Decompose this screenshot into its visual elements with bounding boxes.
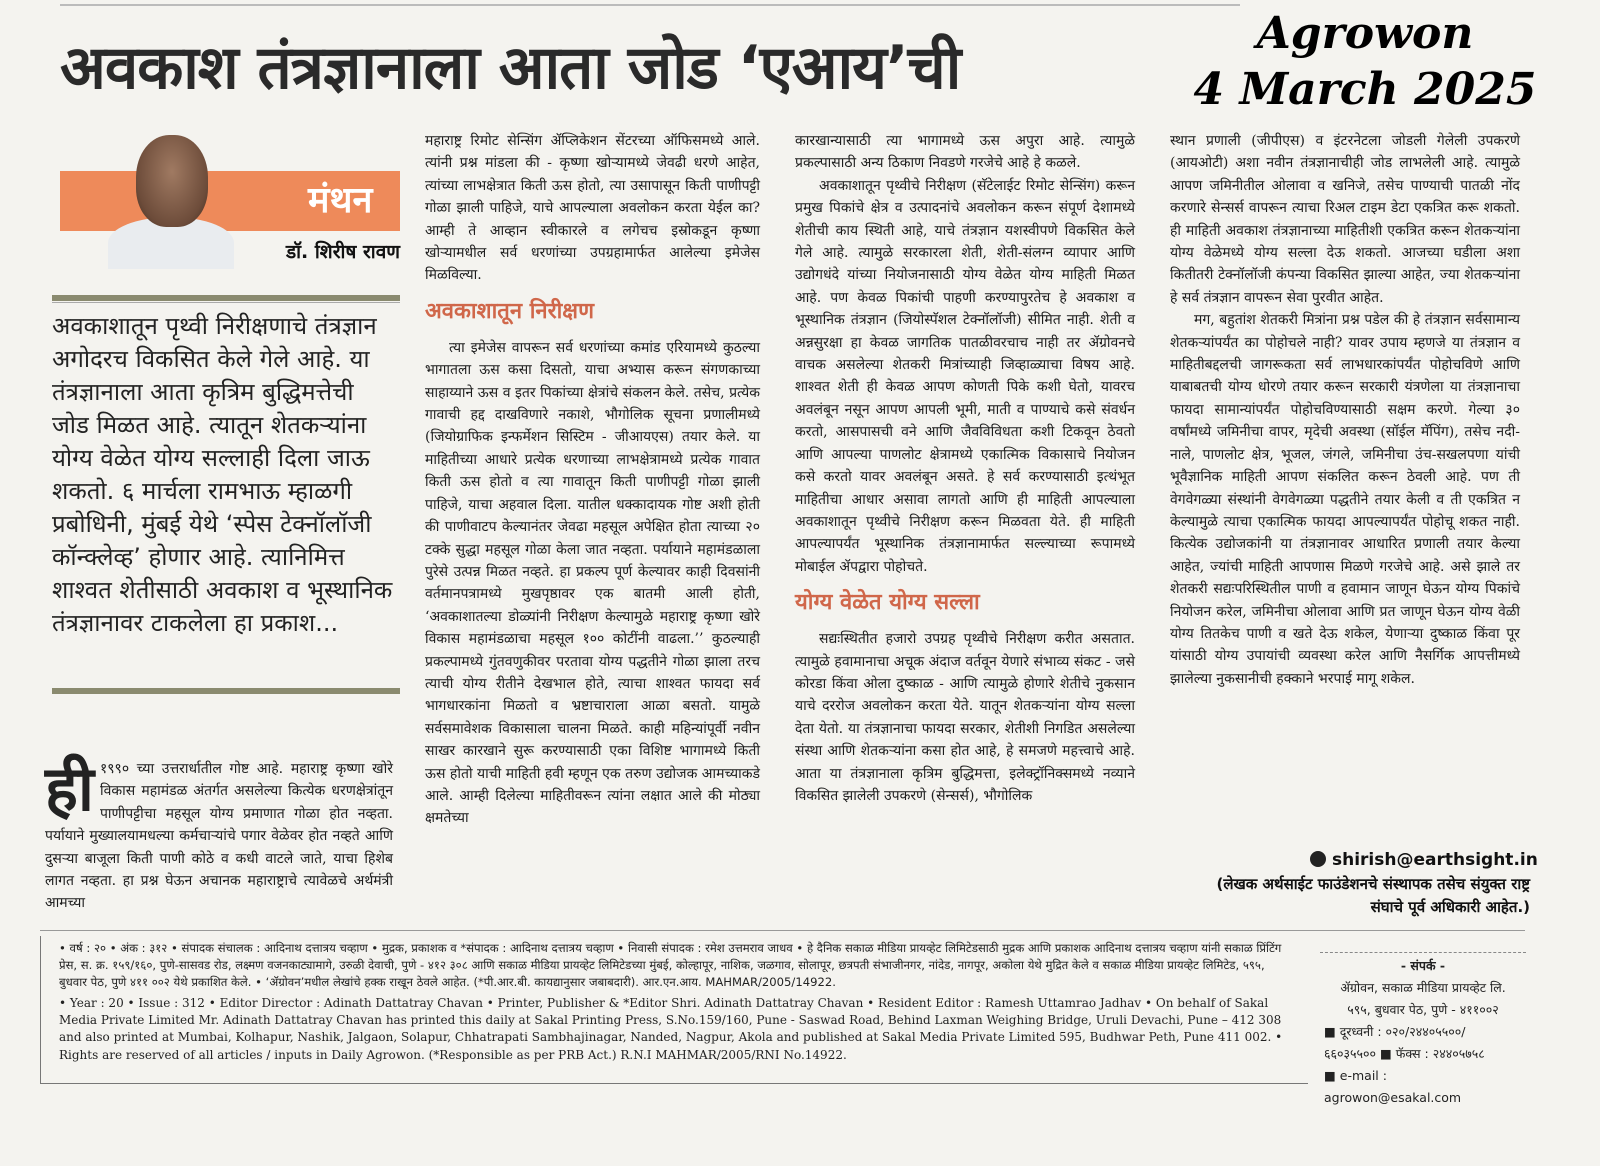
subheading-observation: अवकाशातून निरीक्षण (425, 298, 594, 324)
author-block (60, 125, 400, 270)
publication-stamp (1160, 6, 1570, 118)
publication-date: 4 March 2025 (1193, 64, 1537, 115)
article-paragraph: अवकाशातून पृथ्वीचे निरीक्षण (सॅटेलाईट रिमोट सेन्सिंग) करून प्रमुख पिकांचे क्षेत्र व उत्पादनांचे अवलोकन करून संपूर्ण देशामध्ये शेतीची काय स्थिती आहे, याचे तंत्रज्ञान यशस्वीपणे विकसित केले गेले आहे. त्यामुळे सरकारला शेती, शेती-संलग्न व्यापार आणि उद्योगधंदे यांच्या नियोजनासाठी योग्य वेळेत योग्य माहिती मिळत आहे. पण केवळ पिकांची पाहणी करण्यापुरतेच हे अवकाश व भूस्थानिक तंत्रज्ञान (जियोस्पॅशल टेक्नॉलॉजी) सीमित नाही. शेती व अन्नसुरक्षा हा केवळ जागतिक पातळीवरचाच नाही तर ॲग्रोवनचे वाचक असलेल्या शेतकरी मित्रांच्याही जिव्हाळ्याचा विषय आहे. शाश्वत शेती ही केवळ आपण कोणती पिके कशी घेतो, यावरच अवलंबून नसून आपण आपली भूमी, माती व पाण्याचे कसे संवर्धन करतो, आसपासची वने आणि जैवविविधता कशी टिकवून ठेवतो आणि आपल्या पाणलोट क्षेत्रामध्ये एकात्मिक विकासाचे नियोजन कसे करतो यावर अवलंबून असते. हे सर्व करण्यासाठी इत्थंभूत माहितीचा आधार असावा लागतो आणि ही माहिती आपल्याला अवकाशातून पृथ्वीचे निरीक्षण करून मिळवता येते. ही माहिती आपल्यापर्यंत भूस्थानिक तंत्रज्ञानामार्फत सल्ल्याच्या रूपामध्ये मोबाईल ॲपद्वारा पोहोचते. (795, 177, 1135, 575)
imprint-english: • Year : 20 • Issue : 312 • Editor Director : Adinath Dattatray Chavan • Printer, Publisher & *Editor Shri. Adinath Dattatray Chavan • Resident Editor : Ramesh Uttamrao Jadhav • On behalf of Sakal Media Private Limited Mr. Adinath Dattatray Chavan has printed this daily at Sakal Printing Press, S.No.159/160, Pune - Saswad Road, Behind Laxman Weighing Bridge, Uruli Devachi, Pune – 412 308 and also printed at Mumbai, Kolhapur, Nashik, Jalgaon, Solapur, Chhatrapati Sambhajinagar, Nanded, Nagpur, Akola and published at Sakal Media Private Limited 595, Budhwar Peth, Pune 411 002. • Rights are reserved of all articles / inputs in Daily Agrowon. (*Responsible as per PRB Act.) R.N.I MAHMAR/2005/RNI No.14922. (59, 995, 1283, 1062)
top-rule (60, 4, 1240, 6)
deck-top-thin-rule (52, 302, 400, 303)
article-paragraph: मग, बहुतांश शेतकरी मित्रांना प्रश्न पडेल की हे तंत्रज्ञान सर्वसामान्य शेतकऱ्यांपर्यंत का पोहोचले नाही? यावर उपाय म्हणजे या तंत्रज्ञान व माहितीबद्दलची जागरूकता सर्व लाभधारकांपर्यंत पोहोचविणे आणि याबाबतची योग्य धोरणे तयार करून सरकारी यंत्रणेला या तंत्रज्ञानाचा फायदा सामान्यांपर्यंत पोहोचविण्यासाठी सक्षम करणे. गेल्या ३० वर्षांमध्ये जमिनीचा वापर, मृदेची अवस्था (सॉईल मॅपिंग), तसेच नदी-नाले, पाणलोट क्षेत्र, भूजल, जंगले, जमिनीचा उंच-सखलपणा यांची भूवैज्ञानिक माहिती आपण संकलित करून ठेवली आहे. पण ती वेगवेगळ्या संस्थांनी वेगवेगळ्या पद्धतीने तयार केली व ती एकत्रित न केल्यामुळे त्याचा एकात्मिक फायदा आपल्यापर्यंत पोहोचू शकत नाही. कित्येक उद्योजकांनी या तंत्रज्ञानावर आधारित प्रणाली तयार केल्या आहेत, ज्यांची माहिती आपणास मिळणे गरजेचे आहे. असे झाले तर शेतकरी सद्यःपरिस्थितील पाणी व हवामान जाणून घेऊन योग्य पिकांचे नियोजन करेल, जमिनीचा ओलावा आणि प्रत जाणून घेऊन योग्य वेळी योग्य तितकेच पाणी व खते देऊ शकेल, येणाऱ्या दुष्काळ किंवा पूर यांसाठी योग्य उपायांची व्यवस्था करेल आणि नैसर्गिक आपत्तीमध्ये झालेल्या नुकसानीची हक्काने भरपाई मागू शकेल. (1170, 312, 1520, 687)
author-photo-head (136, 135, 208, 227)
author-name: डॉ. शिरीष रावण (285, 241, 400, 263)
contact-box (1320, 952, 1526, 1109)
email-icon (1310, 851, 1326, 867)
article-column-3 (795, 130, 1135, 807)
contact-heading: - संपर्क - (1320, 952, 1526, 977)
imprint-box (40, 936, 1308, 1084)
author-photo (106, 131, 236, 269)
article-paragraph: कारखान्यासाठी त्या भागामध्ये ऊस अपुरा आहे. त्यामुळे प्रकल्पासाठी अन्य ठिकाण निवडणे गरजेचे आहे हे कळले. (795, 133, 1135, 172)
deck-bottom-rule (52, 688, 400, 694)
article-column-2 (425, 130, 760, 830)
publication-name: Agrowon (1256, 8, 1474, 59)
article-paragraph: महाराष्ट्र रिमोट सेन्सिंग ॲप्लिकेशन सेंटरच्या ऑफिसमध्ये आले. त्यांनी प्रश्न मांडला की - कृष्णा खोऱ्यामध्ये जेवढी धरणे आहेत, त्यांच्या लाभक्षेत्रात किती ऊस होतो, त्या उसापासून किती पाणीपट्टी गोळा झाली पाहिजे, याचे आपल्याला अवलोकन करता येईल का? आम्ही ते आव्हान स्वीकारले व लगेचच इस्रोकडून कृष्णा खोऱ्यामधील सर्व धरणांच्या उपग्रहामार्फत आलेल्या इमेजेस मिळविल्या. (425, 133, 760, 284)
deck-top-rule (52, 295, 400, 301)
footer-rule (40, 930, 1525, 931)
column-tag: मंथन (308, 180, 373, 221)
article-column-1 (45, 752, 393, 915)
subheading-advice: योग्य वेळेत योग्य सल्ला (795, 590, 980, 616)
headline: अवकाश तंत्रज्ञानाला आता जोड ‘एआय’ची (60, 33, 961, 103)
contact-address: ५९५, बुधवार पेठ, पुणे - ४११००२ (1347, 1002, 1499, 1017)
author-bio: (लेखक अर्थसाईट फाउंडेशनचे संस्थापक तसेच संयुक्त राष्ट्र संघाचे पूर्व अधिकारी आहेत.) (1216, 875, 1530, 916)
drop-cap: ही (45, 752, 94, 825)
contact-phone-fax: ६६०३५५०० ■ फॅक्स : २४४०५७५८ (1324, 1046, 1485, 1061)
contact-phone: ■ दूरध्वनी : ०२०/२४४०५५००/ (1324, 1024, 1466, 1039)
author-email[interactable] (1310, 850, 1538, 870)
imprint-marathi: • वर्ष : २० • अंक : ३१२ • संपादक संचालक : आदिनाथ दत्तात्रय चव्हाण • मुद्रक, प्रकाशक व *संपादक : आदिनाथ दत्तात्रय चव्हाण • निवासी संपादक : रमेश उत्तमराव जाधव • हे दैनिक सकाळ मीडिया प्रायव्हेट लिमिटेडसाठी मुद्रक आणि प्रकाशक आदिनाथ दत्तात्रय चव्हाण यांनी सकाळ प्रिंटिंग प्रेस, स. क्र. १५९/१६०, पुणे-सासवड रोड, लक्ष्मण वजनकाट्यामागे, उरुळी देवाची, पुणे - ४१२ ३०८ आणि सकाळ मीडिया प्रायव्हेट लिमिटेडच्या मुंबई, कोल्हापूर, नाशिक, जळगाव, सोलापूर, छत्रपती संभाजीनगर, नांदेड, नागपूर, अकोला येथे मुद्रित केले व सकाळ मीडिया प्रायव्हेट लिमिटेड, ५९५, बुधवार पेठ, पुणे ४११ ००२ येथे प्रकाशित केले. • ‘ॲग्रोवन’मधील लेखांचे हक्क राखून ठेवले आहेत. (*पी.आर.बी. कायद्यानुसार जबाबदारी). आर.एन.आय. MAHMAR/2005/14922. (59, 941, 1282, 990)
author-email-text: shirish@earthsight.in (1332, 850, 1538, 870)
contact-email[interactable]: ■ e-mail : agrowon@esakal.com (1324, 1068, 1462, 1105)
article-paragraph: स्थान प्रणाली (जीपीएस) व इंटरनेटला जोडली गेलेली उपकरणे (आयओटी) अशा नवीन तंत्रज्ञानाचीही जोड लाभलेली आहे. त्यामुळे आपण जमिनीतील ओलावा व खनिजे, तसेच पाण्याची पातळी नोंद करणारे सेन्सर्स वापरून त्याचा रिअल टाइम डेटा एकत्रित करू शकतो. ही माहिती अवकाश तंत्रज्ञानाच्या माहितीशी एकत्रित करून शेतकऱ्यांना योग्य वेळेमध्ये योग्य सल्ला देऊ शकतो. आजच्या घडीला अशा कितीतरी टेक्नॉलॉजी कंपन्या विकसित झाल्या आहेत, ज्या शेतकऱ्यांना हे सर्व तंत्रज्ञान वापरून सेवा पुरवीत आहेत. (1170, 133, 1520, 306)
article-deck: अवकाशातून पृथ्वी निरीक्षणाचे तंत्रज्ञान अगोदरच विकसित केले गेले आहे. या तंत्रज्ञानाला आता कृत्रिम बुद्धिमत्तेची जोड मिळत आहे. त्यातून शेतकऱ्यांना योग्य वेळेत योग्य सल्लाही दिला जाऊ शकतो. ६ मार्चला रामभाऊ म्हाळगी प्रबोधिनी, मुंबई येथे ‘स्पेस टेक्नॉलॉजी कॉन्क्लेव्ह’ होणार आहे. त्यानिमित्त शाश्वत शेतीसाठी अवकाश व भूस्थानिक तंत्रज्ञानावर टाकलेला हा प्रकाश... (52, 312, 393, 637)
article-column-4 (1170, 130, 1520, 690)
article-paragraph: त्या इमेजेस वापरून सर्व धरणांच्या कमांड एरियामध्ये कुठल्या भागातला ऊस कसा दिसतो, याचा अभ्यास करून संगणकाच्या साहाय्याने ऊस व इतर पिकांच्या क्षेत्रांचे संकलन केले. तसेच, प्रत्येक गावाची हद्द दाखविणारे नकाशे, भौगोलिक सूचना प्रणालीमध्ये (जियोग्राफिक इन्फर्मेशन सिस्टिम - जीआयएस) तयार केले. या माहितीच्या आधारे प्रत्येक धरणाच्या लाभक्षेत्रामध्ये प्रत्येक गावात किती ऊस होतो व त्या गावातून किती पाणीपट्टी गोळा झाली पाहिजे, याचा अहवाल दिला. यातील धक्कादायक गोष्ट अशी होती की पाणीवाटप केल्यानंतर जेवढा महसूल अपेक्षित होता त्याच्या २० टक्के सुद्धा महसूल गोळा केला जात नव्हता. पर्यायाने महामंडळाला पुरेसे उत्पन्न मिळत नव्हते. हा प्रकल्प पूर्ण केल्यावर काही दिवसांनी वर्तमानपत्रामध्ये मुखपृष्ठावर एक बातमी आली होती, ‘अवकाशातल्या डोळ्यांनी निरीक्षण केल्यामुळे महाराष्ट्र कृष्णा खोरे विकास महामंडळाचा महसूल १०० कोटींनी वाढला.’’ कुठल्याही प्रकल्पामध्ये गुंतवणुकीवर परतावा योग्य पद्धतीने गोळा झाला तरच त्याची योग्य रीतीने देखभाल होते, त्याचा शाश्वत फायदा सर्व भागधारकांना मिळतो व भ्रष्टाचाराला आळा बसतो. यामुळे सर्वसमावेशक विकासाला चालना मिळते. काही महिन्यांपूर्वी नवीन साखर कारखाने सुरू करण्यासाठी एका विशिष्ट भागामध्ये किती ऊस होतो याची माहिती हवी म्हणून एक तरुण उद्योजक आमच्याकडे आले. आम्ही दिलेल्या माहितीवरून त्यांना लक्षात आले की मोठ्या क्षमतेच्या (425, 339, 760, 827)
article-paragraph: १९९० च्या उत्तरार्धातील गोष्ट आहे. महाराष्ट्र कृष्णा खोरे विकास महामंडळ अंतर्गत असलेल्या कित्येक धरणक्षेत्रांतून पाणीपट्टीचा महसूल योग्य प्रमाणात गोळा होत नव्हता. पर्यायाने मुख्यालयामधल्या कर्मचाऱ्यांचे पगार वेळेवर होत नव्हते आणि दुसऱ्या बाजूला किती पाणी कोठे व कधी वाटले जाते, याचा हिशेब लागत नव्हता. हा प्रश्न घेऊन अचानक महाराष्ट्राचे त्यावेळचे अर्थमंत्री आमच्या (45, 761, 393, 912)
contact-org: ॲग्रोवन, सकाळ मीडिया प्रायव्हेट लि. (1340, 980, 1506, 995)
article-paragraph: सद्यःस्थितीत हजारो उपग्रह पृथ्वीचे निरीक्षण करीत असतात. त्यामुळे हवामानाचा अचूक अंदाज वर्तवून येणारे संभाव्य संकट - जसे कोरडा किंवा ओला दुष्काळ - आणि त्यामुळे होणारे शेतीचे नुकसान याचे दररोज अवलोकन करता येते. यातून शेतकऱ्यांना योग्य सल्ला देता येतो. या तंत्रज्ञानाचा फायदा सरकार, शेतीशी निगडित असलेल्या संस्था आणि शेतकऱ्यांना कसा होत आहे, हे समजणे महत्त्वाचे आहे. आता या तंत्रज्ञानाला कृत्रिम बुद्धिमत्ता, इलेक्ट्रॉनिक्समध्ये नव्याने विकसित झालेली उपकरणे (सेन्सर्स), भौगोलिक (795, 631, 1135, 804)
